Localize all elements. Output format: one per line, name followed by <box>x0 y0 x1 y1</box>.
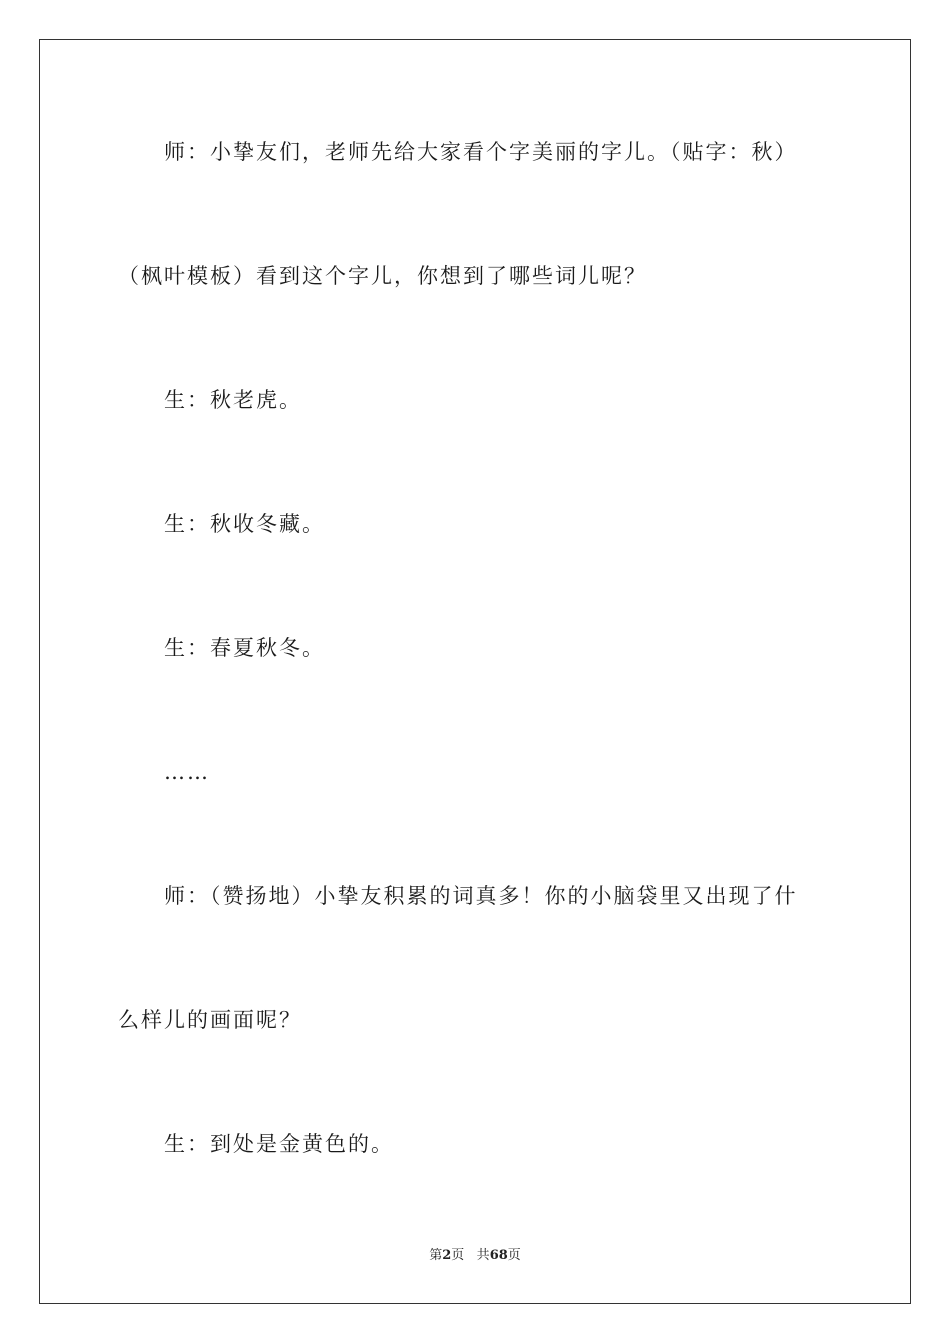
paragraph-teacher-praise-continued: 么样儿的画面呢？ <box>118 1008 302 1032</box>
paragraph-student-answer-3: 生：春夏秋冬。 <box>164 636 325 660</box>
footer-page-suffix: 页 <box>451 1248 465 1263</box>
paragraph-student-answer-4: 生：到处是金黄色的。 <box>164 1132 394 1156</box>
paragraph-student-answer-1: 生：秋老虎。 <box>164 388 302 412</box>
footer-total-suffix: 页 <box>507 1248 521 1263</box>
footer-total-pages: 68 <box>489 1248 508 1263</box>
paragraph-teacher-intro-continued: （枫叶模板）看到这个字儿，你想到了哪些词儿呢？ <box>118 264 647 288</box>
footer-page-number: 2 <box>442 1248 452 1263</box>
page-frame <box>39 39 911 1304</box>
page-footer <box>0 1247 950 1265</box>
paragraph-teacher-praise: 师：（赞扬地）小挚友积累的词真多！你的小脑袋里又出现了什 <box>164 884 798 908</box>
footer-total-prefix: 共 <box>476 1248 490 1263</box>
paragraph-ellipsis: …… <box>164 760 210 784</box>
footer-page-prefix: 第 <box>429 1248 443 1263</box>
paragraph-student-answer-2: 生：秋收冬藏。 <box>164 512 325 536</box>
paragraph-teacher-intro: 师：小挚友们，老师先给大家看个字美丽的字儿。（贴字：秋） <box>164 140 798 164</box>
